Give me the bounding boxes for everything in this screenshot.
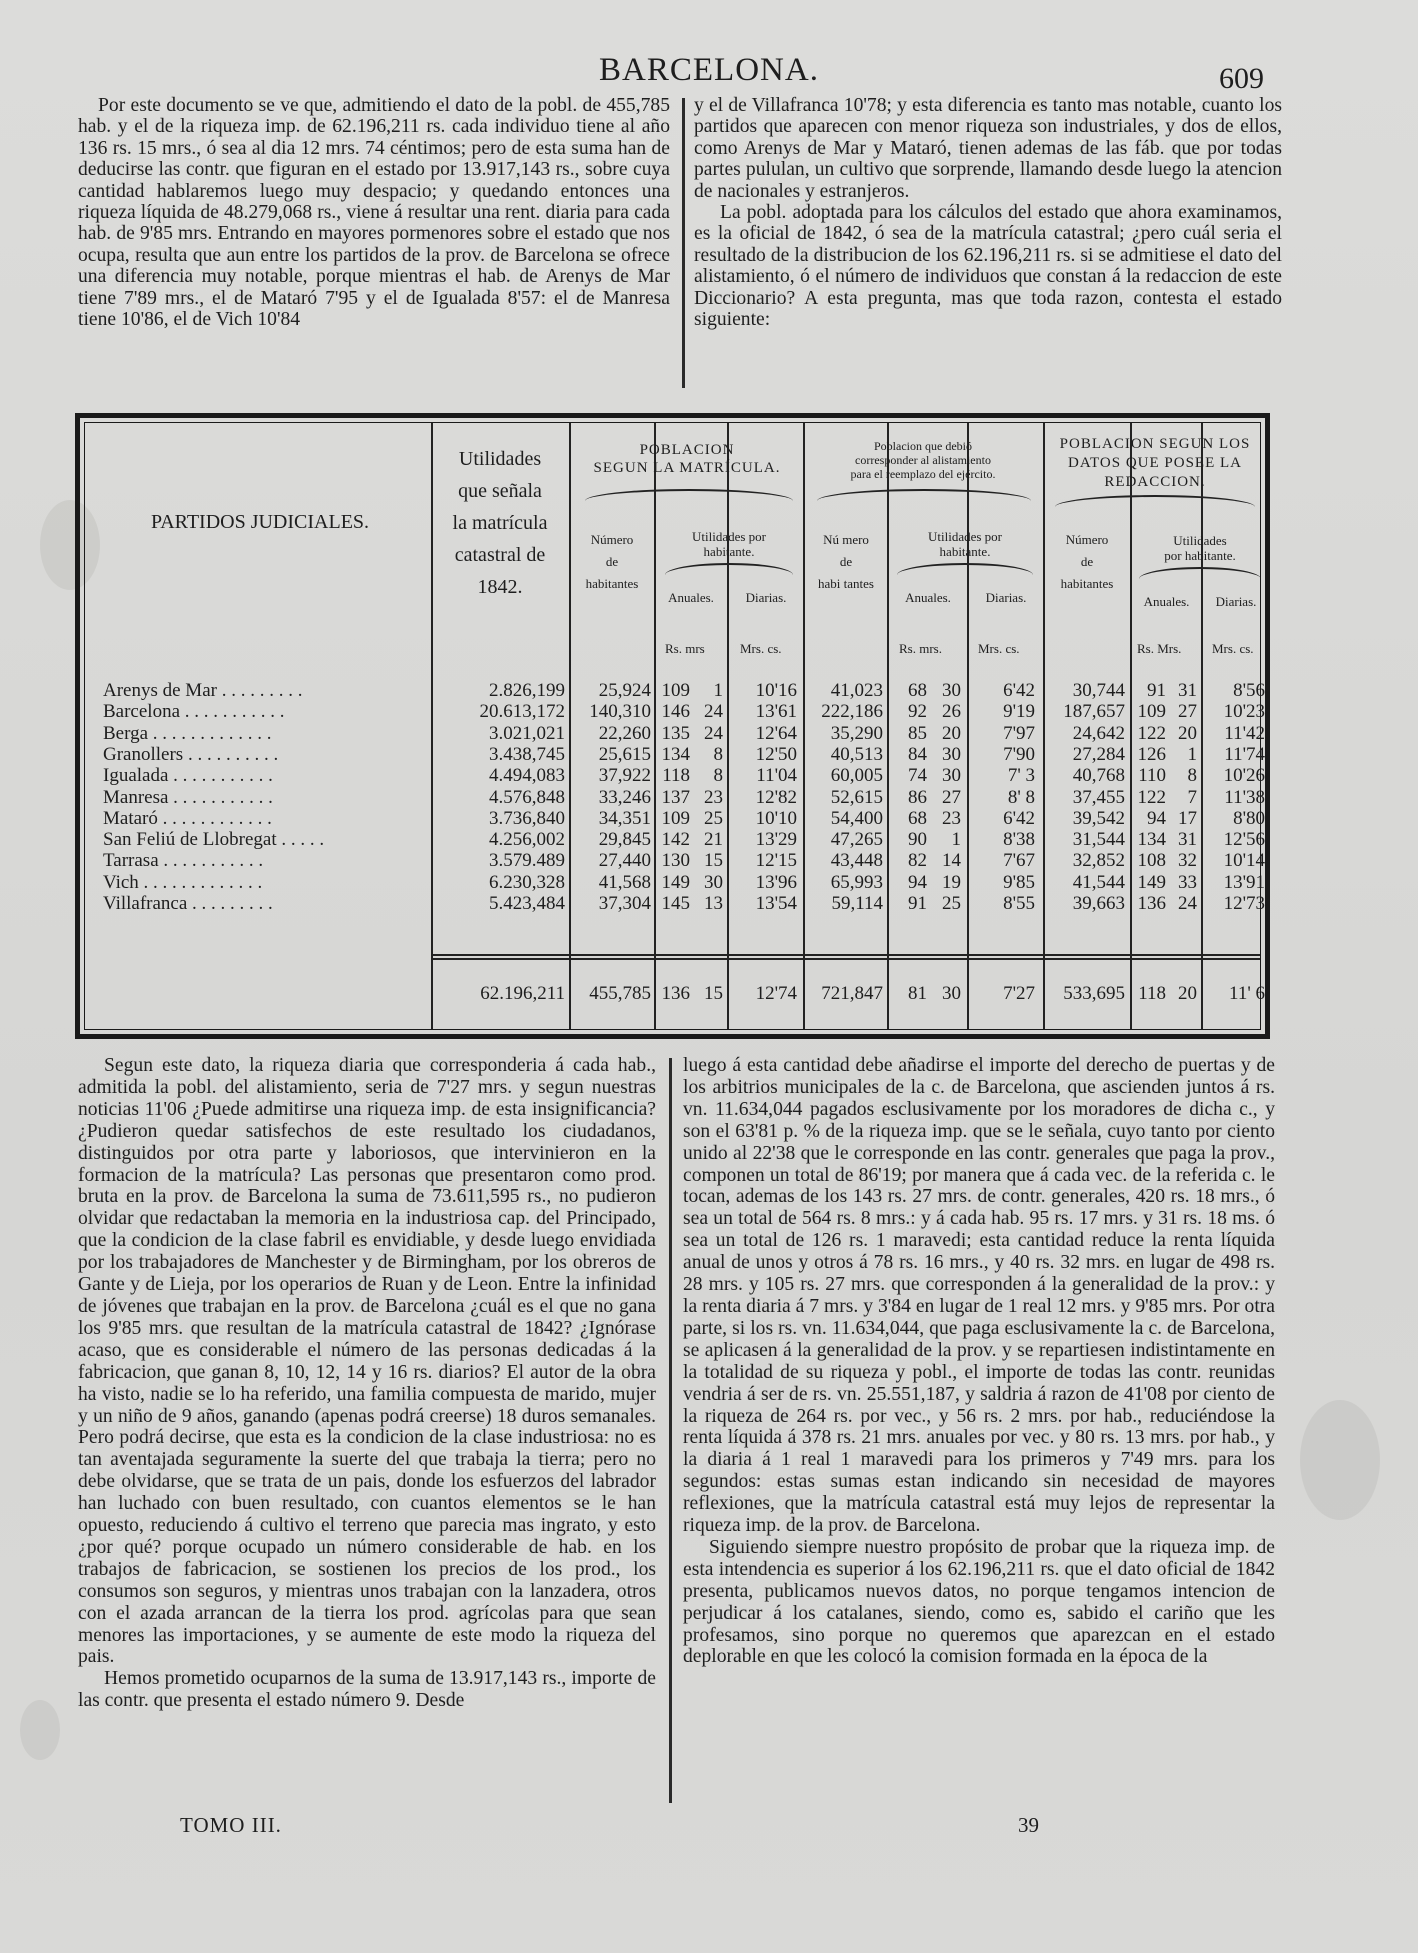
table-cell: 7'67 — [1003, 850, 1035, 872]
table-cell: 109 — [661, 680, 690, 701]
header-util-hab-3: Utilidades por habitante. — [1164, 533, 1236, 563]
table-cell: 8' 8 — [1007, 786, 1035, 808]
table-cell: 20.613,172 — [479, 701, 565, 723]
table-cell: 30 — [942, 680, 961, 701]
table-cell: 134 — [661, 743, 690, 765]
header-anuales-2: Anuales. — [905, 590, 951, 605]
brace — [665, 563, 793, 575]
header-numero-2: Nú mero de habi tantes — [818, 532, 874, 591]
table-cell: 122 — [1137, 722, 1166, 744]
total-rule — [431, 954, 1260, 956]
table-cell: 135 — [661, 722, 690, 744]
table-cell: 59,114 — [831, 893, 883, 914]
table-cell: 30 — [942, 743, 961, 765]
table-cell: 37,455 — [1072, 786, 1125, 808]
column-divider — [682, 98, 685, 388]
total-cell: 20 — [1178, 983, 1197, 1004]
partido-name: San Feliú de Llobregat . . . . . — [103, 829, 325, 851]
table-cell: 68 — [908, 807, 927, 829]
table-cell: 34,351 — [598, 807, 651, 829]
table-cell: 110 — [1138, 765, 1166, 787]
table-cell: 20 — [942, 722, 961, 744]
table-cell: 20 — [1178, 722, 1197, 744]
table-cell: 4.494,083 — [489, 765, 565, 787]
table-cell: 33,246 — [598, 786, 651, 808]
total-cell: 11' 6 — [1229, 983, 1265, 1004]
unit-label: Mrs. cs. — [1212, 641, 1254, 656]
table-cell: 35,290 — [830, 722, 883, 744]
table-cell: 21 — [704, 829, 723, 851]
bottom-left-column — [78, 1055, 656, 1712]
partido-name: Manresa . . . . . . . . . . . — [103, 786, 273, 808]
table-cell: 25 — [704, 807, 723, 829]
table-cell: 7' 3 — [1007, 765, 1035, 787]
table-cell: 118 — [662, 765, 690, 787]
unit-label: Rs. Mrs. — [1137, 641, 1182, 656]
header-diarias-3: Diarias. — [1215, 594, 1257, 609]
paragraph: Por este documento se ve que, admitiendo el dato de la pobl. de 455,785 hab. y el de la riqueza imp. de 62.196,211 rs. cada individuo tiene al año 136 rs. 15 mrs., ó sea al dia 12 mrs. 74 céntimos; pero de esta suma han de deducirse las contr. que figuran en el estado por 13.917,143 rs., sobre cuya cantidad hablaremos luego muy despacio; y quedando entonces una riqueza líquida de 48.279,068 rs., viene á resultar una rent. diaria para cada hab. de 9'85 mrs. Entrando en mayores pormenores sobre el estado que nos ocupa, resulta que aun entre los partidos de la prov. de Barcelona se ofrece una diferencia muy notable, porque mientras el hab. de Arenys de Mar tiene 7'89 mrs., el de Mataró 7'95 y el de Igualada 8'57: el de Manresa tiene 10'86, el de Vich 10'84 — [78, 95, 670, 331]
table-cell: 86 — [908, 786, 927, 808]
table-cell: 13'29 — [755, 829, 797, 851]
signature-number: 39 — [1018, 1813, 1039, 1837]
table-cell: 30 — [942, 765, 961, 787]
brace — [897, 563, 1033, 575]
table-cell: 12'82 — [755, 786, 797, 808]
table-cell: 5.423,484 — [489, 893, 565, 914]
header-anuales-1: Anuales. — [668, 590, 714, 605]
table-cell: 12'56 — [1223, 829, 1265, 851]
table-cell: 6'42 — [1003, 807, 1035, 829]
table-cell: 27 — [1178, 701, 1197, 723]
table-cell: 1 — [713, 680, 723, 701]
table-cell: 7'90 — [1003, 743, 1035, 765]
table-cell: 74 — [908, 765, 927, 787]
partido-name: Barcelona . . . . . . . . . . . — [103, 701, 285, 723]
brace — [817, 489, 1031, 501]
total-cell: 136 — [661, 983, 690, 1004]
total-rule — [431, 958, 1260, 960]
total-cell: 62.196,211 — [480, 983, 565, 1004]
table-cell: 30,744 — [1072, 680, 1125, 701]
table-cell: 60,005 — [830, 765, 883, 787]
table-cell: 40,768 — [1072, 765, 1125, 787]
table-cell: 11'42 — [1224, 722, 1265, 744]
table-cell: 33 — [1178, 871, 1197, 893]
table-cell: 90 — [908, 829, 927, 851]
table-cell: 13'96 — [755, 871, 797, 893]
table-cell: 12'50 — [755, 743, 797, 765]
table-cell: 25,924 — [598, 680, 651, 701]
table-cell: 24 — [1178, 893, 1197, 914]
table-cell: 37,922 — [598, 765, 651, 787]
table-cell: 41,568 — [598, 871, 651, 893]
table-cell: 32 — [1178, 850, 1197, 872]
table-cell: 8 — [713, 765, 723, 787]
table-cell: 4.576,848 — [489, 786, 565, 808]
table-cell: 92 — [908, 701, 927, 723]
unit-label: Mrs. cs. — [978, 641, 1020, 656]
table-cell: 13 — [704, 893, 723, 914]
table-cell: 8'55 — [1003, 893, 1035, 914]
table-cell: 10'26 — [1223, 765, 1265, 787]
table-cell: 3.736,840 — [489, 807, 565, 829]
paragraph: Segun este dato, la riqueza diaria que corresponderia á cada hab., admitida la pobl. del alistamiento, seria de 7'27 mrs. y segun nuestras noticias 11'06 ¿Puede admitirse una riqueza imp. de esta insignificancia? ¿Pudieron quedar satisfechos de este resultado los ciudadanos, distinguidos por otra parte y laboriosos, que intervinieron en la formacion de la matrícula? Las personas que presentaron como prod. bruta en la prov. de Barcelona la suma de 73.611,595 rs., no pudieron olvidar que redactaban la memoria en la industriosa cap. del Principado, que la condicion de la clase fabril es envidiable, y desde luego envidiada por los trabajadores de Manchester y de Birmingham, por los obreros de Gante y de Lieja, por los operarios de Ruan y de Leon. Entre la infinidad de jóvenes que trabajan en la prov. de Barcelona ¿cuál es el que no gana los 9'85 mrs. que resultan de la matrícula catastral de 1842? ¿Ignórase acaso, que es considerable el número de las personas dedicadas á la fabricacion, que ganan 8, 10, 12, 14 y 16 rs. diarios? El autor de la obra ha visto, nadie se lo ha referido, una familia compuesta de marido, mujer y un niño de 9 años, ganando (apenas podrá creerse) 18 duros semanales. Pero podrá decirse, que esta es la condicion de la clase industriosa: no es tan aventajada seguramente la suerte del que trabaja la tierra; pero no debe olvidarse, que se trata de un pais, donde los esfuerzos del labrador han luchado con buen resultado, con cuantos elementos se le han opuesto, reduciendo á cultivo el terreno que parecia mas ingrato, y esto ¿por qué? porque ocupado un número considerable de hab. en los trabajos de fabricacion, se sostienen los precios de los prod., los consumos son seguros, y mientras unos trabajan con la lanzadera, otros con el azada arrancan de la tierra los prod. agrícolas para que sean menores las importaciones, y se aumente de este modo la riqueza del pais. — [78, 1055, 656, 1668]
table-cell: 27 — [942, 786, 961, 808]
table-cell: 1 — [1187, 743, 1197, 765]
statistics-table — [75, 413, 1270, 1039]
table-cell: 222,186 — [821, 701, 883, 723]
table-cell: 65,993 — [830, 871, 883, 893]
table-cell: 40,513 — [830, 743, 883, 765]
table-cell: 10'16 — [755, 680, 797, 701]
table-cell: 109 — [1137, 701, 1166, 723]
total-cell: 15 — [704, 983, 723, 1004]
header-group-redaccion: POBLACION SEGUN LOS DATOS QUE POSEE LA REDACCION. — [1059, 436, 1251, 490]
unit-label: Rs. mrs. — [899, 641, 942, 656]
table-cell: 24 — [704, 701, 723, 723]
header-numero-3: Número de habitantes — [1060, 532, 1114, 591]
brace — [1055, 495, 1255, 507]
table-cell: 6.230,328 — [489, 871, 565, 893]
table-cell: 30 — [704, 871, 723, 893]
table-cell: 22,260 — [598, 722, 651, 744]
header-diarias-2: Diarias. — [985, 590, 1027, 605]
table-cell: 27,440 — [598, 850, 651, 872]
table-cell: 137 — [661, 786, 690, 808]
table-cell: 122 — [1137, 786, 1166, 808]
table-cell: 15 — [704, 850, 723, 872]
header-util-hab-2: Utilidades por habitante. — [927, 529, 1002, 559]
brace — [1139, 567, 1261, 579]
table-cell: 37,304 — [598, 893, 651, 914]
table-cell: 41,023 — [830, 680, 883, 701]
table-cell: 7'97 — [1003, 722, 1035, 744]
table-cell: 91 — [1147, 680, 1166, 701]
table-cell: 19 — [942, 871, 961, 893]
table-cell: 4.256,002 — [489, 829, 565, 851]
table-cell: 68 — [908, 680, 927, 701]
table-cell: 134 — [1137, 829, 1166, 851]
header-diarias-1: Diarias. — [745, 590, 787, 605]
table-cell: 25,615 — [598, 743, 651, 765]
table-cell: 12'15 — [755, 850, 797, 872]
table-cell: 13'91 — [1223, 871, 1265, 893]
total-cell: 12'74 — [755, 983, 797, 1004]
table-cell: 136 — [1137, 893, 1166, 914]
table-cell: 10'14 — [1223, 850, 1265, 872]
paragraph: Hemos prometido ocuparnos de la suma de 13.917,143 rs., importe de las contr. que presenta el estado número 9. Desde — [78, 1668, 656, 1712]
volume-label: TOMO III. — [180, 1813, 282, 1837]
table-cell: 8'80 — [1233, 807, 1265, 829]
table-cell: 9'85 — [1003, 871, 1035, 893]
table-cell: 149 — [661, 871, 690, 893]
table-cell: 14 — [942, 850, 961, 872]
table-cell: 54,400 — [830, 807, 883, 829]
top-left-column — [78, 95, 670, 330]
header-util-hab-1: Utilidades por habitante. — [691, 529, 766, 559]
table-cell: 32,852 — [1072, 850, 1125, 872]
paragraph: luego á esta cantidad debe añadirse el importe del derecho de puertas y de los arbitrios municipales de la c. de Barcelona, que ascienden juntos á rs. vn. 11.634,044 pagados esclusivamente por los moradores de dicha c., y son el 63'81 p. % de la riqueza imp. que se le señala, cuyo tanto por ciento unido al 22'38 que le corresponde en las contr. generales que paga la prov., componen un total de 86'19; por manera que á cada vec. de la referida c. le tocan, ademas de los 143 rs. 27 mrs. de contr. generales, 420 rs. 18 mrs., ó sea un total de 564 rs. 8 mrs.: y á cada hab. 95 rs. 17 mrs. y 31 rs. 18 ms. ó sea un total de 126 rs. 1 maravedi; esta cantidad reduce la renta líquida anual de unos y otros á 78 rs. 16 mrs., y 40 rs. 32 mrs. en lugar de 498 rs. 28 mrs. y 105 rs. 27 mrs. que corresponden á la generalidad de la prov.: y la renta diaria á 7 mrs. y 3'84 en lugar de 1 real 12 mrs. y 9'85 mrs. Por otra parte, si los rs. vn. 11.634,044, que paga esclusivamente la c. de Barcelona, se aplicasen á la generalidad de la prov. y se repartiesen indistintamente en la totalidad de su riqueza y pobl., el importe de todas las contr. reunidas vendria á ser de rs. vn. 25.551,187, y saldria á razon de 41'08 por ciento de la riqueza de 264 rs. por vec., y 56 rs. 2 mrs. por hab., reduciéndose la renta líquida á 378 rs. 21 mrs. anuales por vec. y 80 rs. 13 mrs. por hab., y la diaria á 1 real 1 maravedi para los primeros y 7'49 mrs. para los segundos: estas sumas estan indicando sin necesidad de mayores reflexiones, que la matrícula catastral está muy lejos de representar la riqueza imp. de la prov. de Barcelona. — [683, 1055, 1275, 1537]
table-cell: 94 — [908, 871, 927, 893]
table-cell: 9'19 — [1003, 701, 1035, 723]
table-cell: 94 — [1147, 807, 1166, 829]
page-number: 609 — [1219, 62, 1264, 95]
table-cell: 142 — [661, 829, 690, 851]
page-title: BARCELONA. — [599, 52, 819, 88]
table-cell: 11'38 — [1224, 786, 1265, 808]
table-cell: 23 — [704, 786, 723, 808]
bottom-right-column — [683, 1055, 1275, 1668]
total-cell: 721,847 — [821, 983, 883, 1004]
partido-name: Vich . . . . . . . . . . . . . — [103, 871, 263, 893]
table-cell: 52,615 — [830, 786, 883, 808]
brace — [585, 489, 793, 501]
header-partidos: PARTIDOS JUDICIALES. — [150, 511, 370, 533]
table-cell: 10'10 — [755, 807, 797, 829]
table-cell: 84 — [908, 743, 927, 765]
table-cell: 146 — [661, 701, 690, 723]
unit-label: Mrs. cs. — [740, 641, 782, 656]
total-cell: 30 — [942, 983, 961, 1004]
table-cell: 85 — [908, 722, 927, 744]
table-cell: 43,448 — [830, 850, 883, 872]
table-cell: 31 — [1178, 680, 1197, 701]
table-cell: 23 — [942, 807, 961, 829]
table-cell: 6'42 — [1003, 680, 1035, 701]
table-cell: 12'64 — [755, 722, 797, 744]
table-cell: 17 — [1178, 807, 1197, 829]
partido-name: Granollers . . . . . . . . . . — [103, 743, 279, 765]
table-cell: 108 — [1137, 850, 1166, 872]
table-cell: 11'74 — [1224, 743, 1265, 765]
table-frame — [84, 422, 1265, 1030]
table-cell: 31,544 — [1072, 829, 1125, 851]
table-cell: 2.826,199 — [489, 680, 565, 701]
table-cell: 13'54 — [755, 893, 797, 914]
table-cell: 24 — [704, 722, 723, 744]
partido-name: Berga . . . . . . . . . . . . . — [103, 722, 272, 744]
partido-name: Mataró . . . . . . . . . . . . — [103, 807, 272, 829]
table-cell: 39,663 — [1072, 893, 1125, 914]
unit-label: Rs. mrs — [665, 641, 705, 656]
partido-name: Arenys de Mar . . . . . . . . . — [103, 680, 303, 701]
table-cell: 145 — [661, 893, 690, 914]
table-cell: 3.579.489 — [489, 850, 565, 872]
table-cell: 8 — [713, 743, 723, 765]
top-right-column — [694, 95, 1282, 330]
table-cell: 13'61 — [755, 701, 797, 723]
table-cell: 39,542 — [1072, 807, 1125, 829]
table-cell: 8'56 — [1233, 680, 1265, 701]
total-cell: 118 — [1138, 983, 1166, 1004]
table-cell: 31 — [1178, 829, 1197, 851]
table-cell: 26 — [942, 701, 961, 723]
total-cell: 81 — [908, 983, 927, 1004]
partido-name: Tarrasa . . . . . . . . . . . — [103, 850, 264, 872]
total-cell: 455,785 — [589, 983, 651, 1004]
header-anuales-3: Anuales. — [1143, 594, 1190, 609]
table-cell: 82 — [908, 850, 927, 872]
table-cell: 41,544 — [1072, 871, 1125, 893]
table-cell: 187,657 — [1063, 701, 1125, 723]
column-divider — [669, 1058, 672, 1803]
table-cell: 8 — [1187, 765, 1197, 787]
paragraph: Siguiendo siempre nuestro propósito de probar que la riqueza imp. de esta intendencia es superior á los 62.196,211 rs. que el dato oficial de 1842 presenta, publicamos nuevos datos, no porque tengamos intencion de perjudicar á los catalanes, siendo, como es, sabido el cariño que les profesamos, sino porque no queremos que aparezcan en el estado deplorable en que les colocó la comision formada en la época de la — [683, 1536, 1275, 1668]
table-cell: 25 — [942, 893, 961, 914]
table-cell: 109 — [661, 807, 690, 829]
table-cell: 11'04 — [756, 765, 797, 787]
table-cell: 8'38 — [1003, 829, 1035, 851]
table-cell: 27,284 — [1072, 743, 1125, 765]
table-cell: 24,642 — [1072, 722, 1125, 744]
table-cell: 91 — [908, 893, 927, 914]
table-cell: 29,845 — [598, 829, 651, 851]
table-cell: 12'73 — [1223, 893, 1265, 914]
partido-name: Villafranca . . . . . . . . . — [103, 893, 273, 914]
header-group-matricula: POBLACION SEGUN LA MATRÍCULA. — [593, 442, 781, 476]
table-cell: 126 — [1137, 743, 1166, 765]
header-numero-1: Número de habitantes — [585, 532, 639, 591]
total-cell: 533,695 — [1063, 983, 1125, 1004]
table-cell: 149 — [1137, 871, 1166, 893]
paragraph: y el de Villafranca 10'78; y esta diferencia es tanto mas notable, cuanto los partidos que aparecen con menor riqueza son industriales, y dos de ellos, como Arenys de Mar y Mataró, tienen ademas de las fáb. que por todas partes pululan, un cultivo que sorprende, llamando desde luego la atencion de nacionales y estranjeros. — [694, 95, 1282, 202]
table-cell: 7 — [1187, 786, 1197, 808]
table-cell: 3.438,745 — [489, 743, 565, 765]
table-cell: 3.021,021 — [489, 722, 565, 744]
table-cell: 130 — [661, 850, 690, 872]
table-cell: 47,265 — [830, 829, 883, 851]
table-cell: 140,310 — [589, 701, 651, 723]
table-cell: 10'23 — [1223, 701, 1265, 723]
header-utilidades: Utilidades que señala la matrícula catastral de 1842. — [452, 448, 548, 598]
paragraph: La pobl. adoptada para los cálculos del estado que ahora examinamos, es la oficial de 1842, ó sea de la matrícula catastral; ¿pero cuál seria el resultado de la distribucion de los 62.196,211 rs. si se admitiese el dato del alistamiento, ó el número de individuos que constan á la redaccion de este Diccionario? A esta pregunta, mas que toda razon, contesta el estado siguiente: — [694, 202, 1282, 331]
header-group-alistamiento: Poblacion que debió corresponder al alistamiento para el reemplazo del ejército. — [850, 439, 996, 481]
total-cell: 7'27 — [1003, 983, 1035, 1004]
partido-name: Igualada . . . . . . . . . . . — [103, 765, 273, 787]
table-cell: 1 — [951, 829, 961, 851]
